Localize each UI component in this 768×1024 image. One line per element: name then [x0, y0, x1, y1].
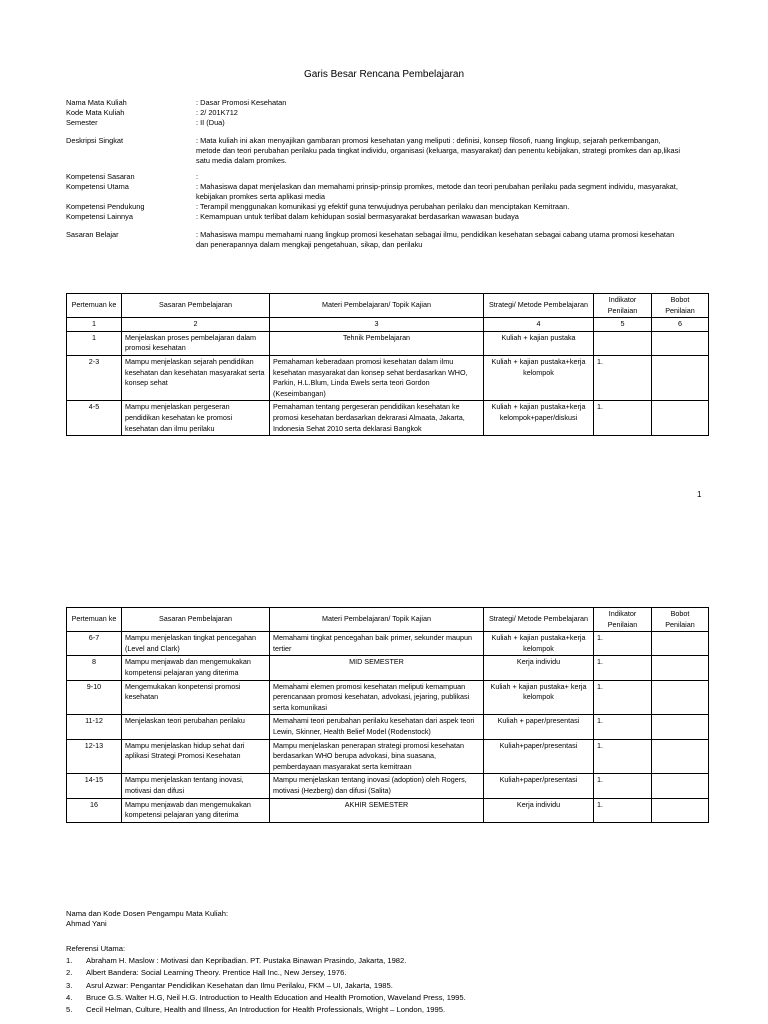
cell-indikator: 1. — [594, 355, 652, 400]
table-row — [67, 798, 709, 822]
header-materi: Materi Pembelajaran/ Topik Kajian — [270, 294, 484, 318]
cell-bobot — [652, 331, 709, 355]
cell-materi: Memahami teori perubahan perilaku kesehatan dari aspek teori Lewin, Skinner, Health Belief Model (Rodenstock) — [270, 715, 484, 739]
cell-bobot — [652, 656, 709, 680]
meta-label: Kode Mata Kuliah — [66, 108, 125, 117]
cell-sasaran: Menjelaskan proses pembelajaran dalam promosi kesehatan — [122, 331, 270, 355]
cell-strategi: Kuliah+paper/presentasi — [484, 774, 594, 798]
cell-materi: Tehnik Pembelajaran — [270, 331, 484, 355]
lecturer-name: Ahmad Yani — [66, 919, 107, 928]
meta-kompetensi-lainnya — [66, 212, 686, 222]
meta-label: Kompetensi Pendukung — [66, 202, 145, 211]
meta-value: : Mata kuliah ini akan menyajikan gambaran promosi kesehatan yang meliputi : definisi, konsep filosofi, ruang lingkup, sejarah perkembangan, metode dan teori perubahan perilaku pada tingkat individu, organisasi (keluarga, masyarakat) dan penentu kebijakan, strategi promkes dan ap,likasi satu media dalam promkes. — [196, 136, 680, 165]
reference-text: Cecil Helman, Culture, Health and Illness, An Introduction for Health Professionals, Wright – London, 1995. — [86, 1005, 446, 1015]
cell-pertemuan: 9-10 — [67, 680, 122, 715]
header-pertemuan: Pertemuan ke — [67, 608, 122, 632]
meta-value: : Kemampuan untuk terlibat dalam kehidupan sosial bermasyarakat berdasarkan wawasan budaya — [196, 212, 519, 221]
references-section — [66, 943, 716, 1016]
table-row — [67, 680, 709, 715]
reference-text: Albert Bandera: Social Learning Theory. Prentice Hall Inc., New Jersey, 1976. — [86, 968, 347, 978]
cell-materi: MID SEMESTER — [270, 656, 484, 680]
meta-kompetensi-sasaran — [66, 172, 686, 182]
meta-nama — [66, 98, 686, 108]
meta-value: : II (Dua) — [196, 118, 225, 127]
meta-label: Kompetensi Lainnya — [66, 212, 133, 221]
cell-materi: Memahami elemen promosi kesehatan meliputi kemampuan perencanaan promosi kesehatan, advokasi, jejaring, publikasi serta komunikasi — [270, 680, 484, 715]
table-row — [67, 715, 709, 739]
meta-label: Semester — [66, 118, 98, 127]
meta-kompetensi-utama — [66, 182, 686, 202]
header-sasaran: Sasaran Pembelajaran — [122, 608, 270, 632]
cell-strategi: Kerja individu — [484, 798, 594, 822]
reference-item — [66, 980, 716, 992]
meta-kode — [66, 108, 686, 118]
column-number: 2 — [122, 318, 270, 332]
cell-sasaran: Mampu menjelaskan hidup sehat dari aplikasi Strategi Promosi Kesehatan — [122, 739, 270, 774]
meta-kompetensi-pendukung — [66, 202, 686, 212]
cell-pertemuan: 2-3 — [67, 355, 122, 400]
meta-value: : Mahasiswa mampu memahami ruang lingkup promosi kesehatan sebagai ilmu, pendidikan kesehatan sebagai cabang utama promosi kesehatan dan penerapannya dalam mengkaji pengetahuan, sikap, dan perilaku — [196, 230, 675, 249]
header-indikator: Indikator Penilaian — [594, 294, 652, 318]
reference-number: 1. — [66, 956, 73, 966]
cell-indikator: 1. — [594, 680, 652, 715]
header-strategi: Strategi/ Metode Pembelajaran — [484, 608, 594, 632]
reference-item — [66, 955, 716, 967]
cell-sasaran: Mampu menjelaskan sejarah pendidikan kesehatan dan kesehatan masyarakat serta konsep sehat — [122, 355, 270, 400]
course-meta — [66, 98, 686, 250]
cell-indikator: 1. — [594, 774, 652, 798]
cell-pertemuan: 8 — [67, 656, 122, 680]
column-number: 4 — [484, 318, 594, 332]
references-label: Referensi Utama: — [66, 944, 126, 953]
table-row — [67, 632, 709, 656]
cell-bobot — [652, 355, 709, 400]
meta-label: Kompetensi Sasaran — [66, 172, 135, 181]
page-number: 1 — [697, 490, 702, 499]
cell-bobot — [652, 798, 709, 822]
table-header-row — [67, 294, 709, 318]
cell-indikator — [594, 331, 652, 355]
cell-sasaran: Mampu menjelaskan tingkat pencegahan (Level and Clark) — [122, 632, 270, 656]
cell-materi: AKHIR SEMESTER — [270, 798, 484, 822]
column-number: 1 — [67, 318, 122, 332]
cell-strategi: Kuliah + kajian pustaka+ kerja kelompok — [484, 680, 594, 715]
meta-value: : 2/ 201K712 — [196, 108, 238, 117]
cell-indikator: 1. — [594, 715, 652, 739]
cell-sasaran: Mampu menjelaskan tentang inovasi, motivasi dan difusi — [122, 774, 270, 798]
cell-strategi: Kuliah + kajian pustaka — [484, 331, 594, 355]
reference-text: Bruce G.S. Walter H.G, Neil H.G. Introduction to Health Education and Health Promotion, Waveland Press, 1995. — [86, 992, 466, 1002]
reference-item — [66, 967, 716, 979]
document-title: Garis Besar Rencana Pembelajaran — [303, 69, 465, 80]
cell-materi: Memahami tingkat pencegahan baik primer, sekunder maupun tertier — [270, 632, 484, 656]
cell-sasaran: Mampu menjawab dan mengemukakan kompetensi pelajaran yang diterima — [122, 656, 270, 680]
cell-pertemuan: 6-7 — [67, 632, 122, 656]
cell-indikator: 1. — [594, 739, 652, 774]
cell-sasaran: Mengemukakan konpetensi promosi kesehatan — [122, 680, 270, 715]
header-bobot: Bobot Penilaian — [652, 294, 709, 318]
reference-item — [66, 992, 716, 1004]
table-header-row — [67, 608, 709, 632]
cell-sasaran: Mampu menjawab dan mengemukakan kompetensi pelajaran yang diterima — [122, 798, 270, 822]
reference-number: 5. — [66, 1005, 73, 1015]
header-materi: Materi Pembelajaran/ Topik Kajian — [270, 608, 484, 632]
table-row — [67, 331, 709, 355]
cell-pertemuan: 12-13 — [67, 739, 122, 774]
cell-bobot — [652, 680, 709, 715]
column-number: 3 — [270, 318, 484, 332]
cell-pertemuan: 16 — [67, 798, 122, 822]
cell-pertemuan: 1 — [67, 331, 122, 355]
lecturer-label: Nama dan Kode Dosen Pengampu Mata Kuliah: — [66, 909, 229, 918]
column-number: 6 — [652, 318, 709, 332]
table-row — [67, 774, 709, 798]
reference-number: 3. — [66, 980, 73, 990]
cell-strategi: Kuliah+paper/presentasi — [484, 739, 594, 774]
table-row — [67, 656, 709, 680]
header-pertemuan: Pertemuan ke — [67, 294, 122, 318]
cell-pertemuan: 14-15 — [67, 774, 122, 798]
cell-strategi: Kuliah + kajian pustaka+kerja kelompok — [484, 355, 594, 400]
meta-value: : Mahasiswa dapat menjelaskan dan memahami prinsip-prinsip promkes, metode dan teori perubahan perilaku pada segment individu, masyarakat, kebijakan promkes serta aplikasi media — [196, 182, 678, 201]
meta-value: : Terampil menggunakan komunikasi yg efektif guna terwujudnya perubahan perilaku dan menciptakan Kemitraan. — [196, 202, 570, 211]
meta-sasaran-belajar — [66, 230, 686, 250]
header-sasaran: Sasaran Pembelajaran — [122, 294, 270, 318]
cell-sasaran: Mampu menjelaskan pergeseran pendidikan kesehatan ke promosi kesehatan dan ilmu perilaku — [122, 401, 270, 436]
meta-label: Kompetensi Utama — [66, 182, 129, 191]
cell-bobot — [652, 774, 709, 798]
cell-indikator: 1. — [594, 632, 652, 656]
cell-materi: Mampu menjelaskan penerapan strategi promosi kesehatan berdasarkan WHO berupa advokasi, bina suasana, pemberdayaan masyarakat serta kemitraan — [270, 739, 484, 774]
reference-number: 2. — [66, 968, 73, 978]
header-strategi: Strategi/ Metode Pembelajaran — [484, 294, 594, 318]
cell-indikator: 1. — [594, 656, 652, 680]
table-row — [67, 401, 709, 436]
meta-deskripsi — [66, 136, 686, 166]
cell-bobot — [652, 739, 709, 774]
reference-number: 4. — [66, 992, 73, 1002]
cell-bobot — [652, 401, 709, 436]
column-number: 5 — [594, 318, 652, 332]
table-row — [67, 739, 709, 774]
lesson-plan-table-1 — [66, 293, 709, 436]
cell-bobot — [652, 715, 709, 739]
lesson-plan-table-2 — [66, 607, 709, 823]
cell-strategi: Kerja individu — [484, 656, 594, 680]
cell-strategi: Kuliah + paper/presentasi — [484, 715, 594, 739]
column-number-row — [67, 318, 709, 332]
table-row — [67, 355, 709, 400]
reference-item — [66, 1004, 716, 1016]
meta-value: : Dasar Promosi Kesehatan — [196, 98, 287, 107]
cell-strategi: Kuliah + kajian pustaka+kerja kelompok — [484, 632, 594, 656]
cell-indikator: 1. — [594, 401, 652, 436]
meta-label: Deskripsi Singkat — [66, 136, 124, 145]
cell-strategi: Kuliah + kajian pustaka+kerja kelompok+paper/diskusi — [484, 401, 594, 436]
cell-pertemuan: 4-5 — [67, 401, 122, 436]
meta-semester — [66, 118, 686, 128]
header-indikator: Indikator Penilaian — [594, 608, 652, 632]
cell-materi: Mampu menjelaskan tentang inovasi (adoption) oleh Rogers, motivasi (Hezberg) dan difusi (Salita) — [270, 774, 484, 798]
cell-bobot — [652, 632, 709, 656]
cell-indikator: 1. — [594, 798, 652, 822]
cell-pertemuan: 11-12 — [67, 715, 122, 739]
meta-label: Nama Mata Kuliah — [66, 98, 127, 107]
lecturer-section — [66, 909, 228, 929]
meta-value: : — [196, 172, 199, 181]
cell-materi: Pemahaman tentang pergeseran pendidikan kesehatan ke promosi kesehatan berdasarkan dekrarasi Almaata, Jakarta, Indonesia Sehat 2010 serta deklarasi Bangkok — [270, 401, 484, 436]
cell-sasaran: Menjelaskan teori perubahan perilaku — [122, 715, 270, 739]
cell-materi: Pemahaman keberadaan promosi kesehatan dalam ilmu kesehatan masyarakat dan konsep sehat berdasarkan WHO, Parkin, H.L.Blum, Linda Ewels serta teori Gordon (Keseimbangan) — [270, 355, 484, 400]
reference-text: Abraham H. Maslow : Motivasi dan Kepribadian. PT. Pustaka Binawan Prasindo, Jakarta, 1982. — [86, 956, 407, 966]
header-bobot: Bobot Penilaian — [652, 608, 709, 632]
reference-text: Asrul Azwar: Pengantar Pendidikan Kesehatan dan Ilmu Perilaku, FKM – UI, Jakarta, 1985. — [86, 980, 393, 990]
meta-label: Sasaran Belajar — [66, 230, 119, 239]
